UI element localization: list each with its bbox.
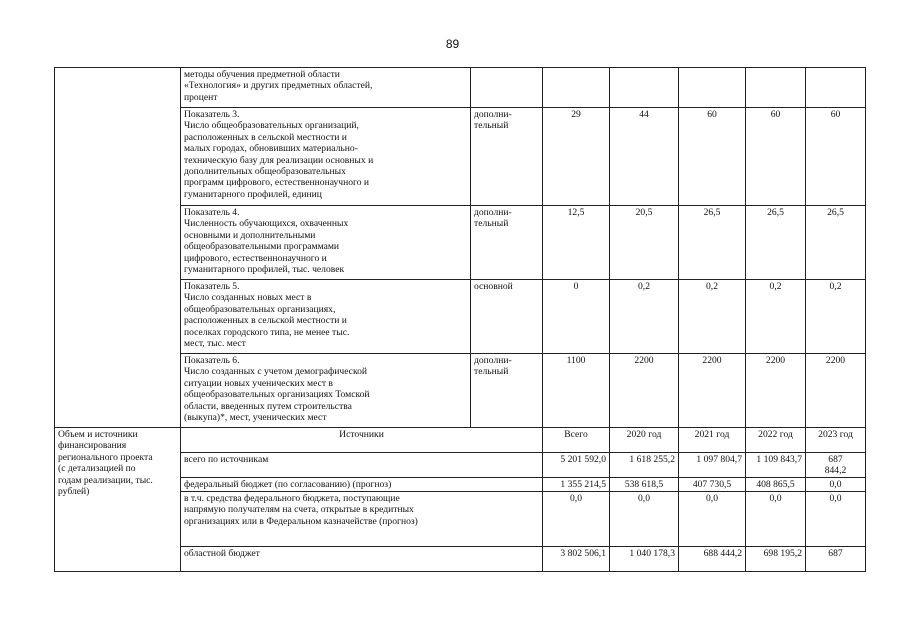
indicator-value: 26,5 xyxy=(679,206,746,280)
financing-value: 408 865,5 xyxy=(746,477,806,491)
indicator-text: Показатель 4. Численность обучающихся, охваченных основными и дополнительными общеобразовательными программами цифрового, естественнонаучного и гуманитарного профилей, тыс. человек xyxy=(181,206,471,280)
indicator-value: 60 xyxy=(679,108,746,206)
page-number: 89 xyxy=(445,37,460,51)
indicator-value: 1100 xyxy=(543,354,610,428)
indicator-text: Показатель 6. Число созданных с учетом демографической ситуации новых ученических мест в общеобразовательных организациях Томской области, введенных путем строительства (выкупа)*, мест, ученических мест xyxy=(181,354,471,428)
indicator-value: 60 xyxy=(806,108,866,206)
financing-value: 698 195,2 xyxy=(746,546,806,571)
indicator-value: 0,2 xyxy=(610,280,679,354)
indicator-value: 60 xyxy=(746,108,806,206)
financing-value: 1 355 214,5 xyxy=(543,477,610,491)
indicator-value: 29 xyxy=(543,108,610,206)
indicator-type: дополни- тельный xyxy=(471,108,543,206)
financing-source: областной бюджет xyxy=(181,546,543,571)
indicator-value: 26,5 xyxy=(746,206,806,280)
indicator-value: 0,2 xyxy=(806,280,866,354)
financing-label: Объем и источники финансирования регионального проекта (с детализацией по годам реализации, тыс. рублей) xyxy=(55,428,181,572)
indicator-value: 20,5 xyxy=(610,206,679,280)
financing-value: 1 109 843,7 xyxy=(746,452,806,477)
financing-source: всего по источникам xyxy=(181,452,543,477)
indicator-value: 44 xyxy=(610,108,679,206)
indicator-value: 0,2 xyxy=(679,280,746,354)
indicator-value xyxy=(806,68,866,108)
financing-value: 0,0 xyxy=(806,477,866,491)
financing-value: 687 844,2 xyxy=(806,452,866,477)
financing-source: в т.ч. средства федерального бюджета, поступающие напрямую получателям на счета, открытые в кредитных организациях или в Федеральном казначействе (прогноз) xyxy=(181,491,543,546)
indicator-value: 0,2 xyxy=(746,280,806,354)
indicator-value: 26,5 xyxy=(806,206,866,280)
indicator-value: 2200 xyxy=(679,354,746,428)
indicator-text: методы обучения предметной области «Технология» и других предметных областей, процент xyxy=(181,68,471,108)
indicator-type xyxy=(471,68,543,108)
financing-header-cell: 2023 год xyxy=(806,428,866,453)
financing-value: 687 xyxy=(806,546,866,571)
financing-value: 0,0 xyxy=(543,491,610,546)
indicator-value: 2200 xyxy=(746,354,806,428)
financing-source: федеральный бюджет (по согласованию) (прогноз) xyxy=(181,477,543,491)
indicator-value xyxy=(679,68,746,108)
financing-value: 538 618,5 xyxy=(610,477,679,491)
indicator-value xyxy=(543,68,610,108)
indicator-text: Показатель 3. Число общеобразовательных организаций, расположенных в сельской местности и малых городах, обновивших материально- техническую базу для реализации основных и дополнительных общеобразовательных программ цифрового, естественнонаучного и гуманитарного профилей, единиц xyxy=(181,108,471,206)
empty-label-cell xyxy=(55,68,181,428)
indicator-value: 2200 xyxy=(610,354,679,428)
financing-value: 407 730,5 xyxy=(679,477,746,491)
indicator-type: дополни- тельный xyxy=(471,206,543,280)
financing-value: 1 097 804,7 xyxy=(679,452,746,477)
financing-value: 0,0 xyxy=(806,491,866,546)
indicator-value: 2200 xyxy=(806,354,866,428)
financing-header-cell: Всего xyxy=(543,428,610,453)
financing-value: 0,0 xyxy=(610,491,679,546)
indicator-text: Показатель 5. Число созданных новых мест в общеобразовательных организациях, расположенных в сельской местности и поселках городского типа, не менее тыс. мест, тыс. мест xyxy=(181,280,471,354)
indicator-type: дополни- тельный xyxy=(471,354,543,428)
financing-header-cell: 2021 год xyxy=(679,428,746,453)
financing-value: 3 802 506,1 xyxy=(543,546,610,571)
indicator-value xyxy=(746,68,806,108)
project-table xyxy=(54,67,866,572)
indicator-type: основной xyxy=(471,280,543,354)
financing-value: 0,0 xyxy=(746,491,806,546)
financing-header-cell: 2020 год xyxy=(610,428,679,453)
indicator-value: 12,5 xyxy=(543,206,610,280)
financing-header-cell: 2022 год xyxy=(746,428,806,453)
financing-value: 5 201 592,0 xyxy=(543,452,610,477)
financing-value: 1 040 178,3 xyxy=(610,546,679,571)
financing-header-cell: Источники xyxy=(181,428,543,453)
financing-value: 1 618 255,2 xyxy=(610,452,679,477)
indicator-row xyxy=(55,68,866,108)
indicator-value xyxy=(610,68,679,108)
financing-value: 688 444,2 xyxy=(679,546,746,571)
financing-header-row xyxy=(55,428,866,453)
indicator-value: 0 xyxy=(543,280,610,354)
financing-value: 0,0 xyxy=(679,491,746,546)
